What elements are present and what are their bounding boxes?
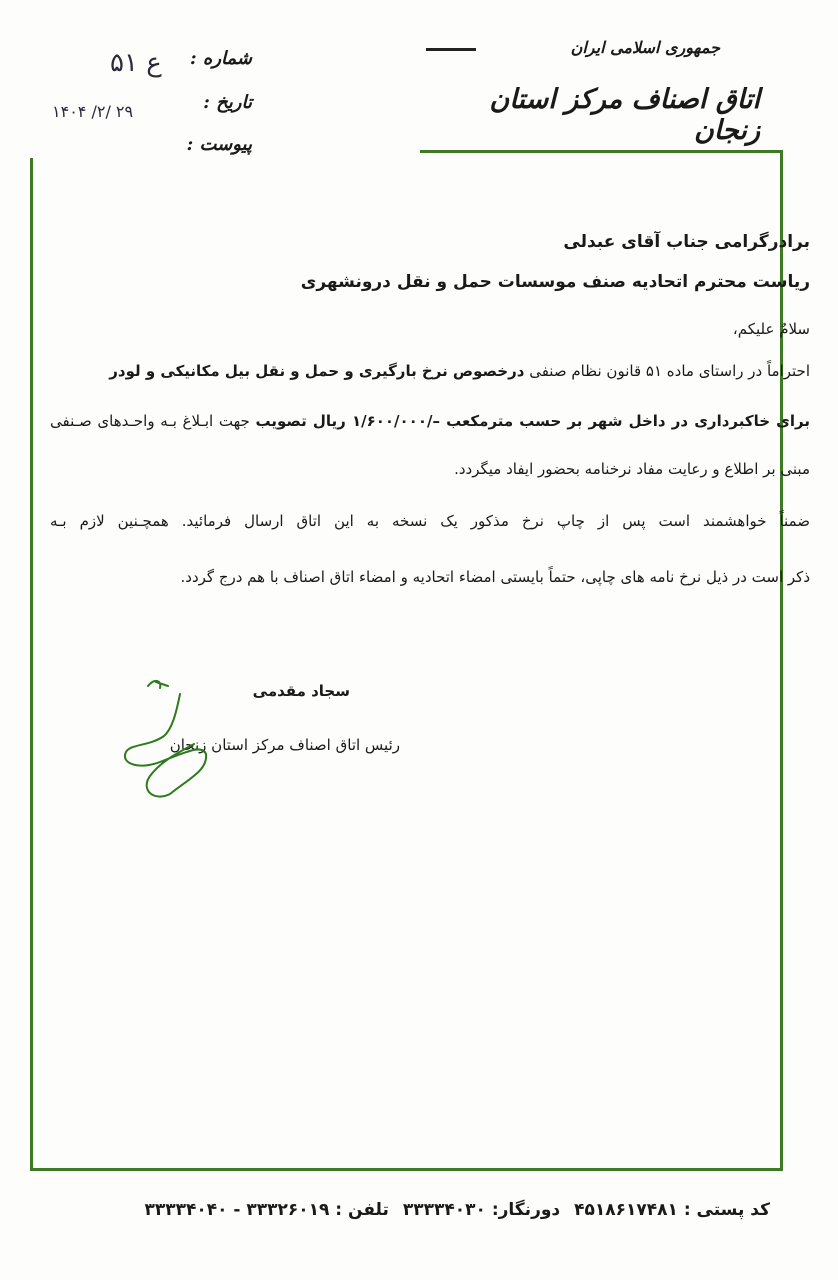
republic-title: جمهوری اسلامی ایران [570,38,720,57]
greeting: سلامٌ علیکم، [732,320,810,338]
date-label: تاریخ : [203,92,252,113]
paragraph1-line2 [50,412,810,430]
handwritten-signature [110,674,220,804]
footer-phone: تلفن : ۳۳۳۲۶۰۱۹ - ۳۳۳۳۴۰۴۰ [144,1200,389,1220]
chamber-title: اتاق اصناف مرکز استان زنجان [489,84,760,146]
paragraph2-line2: ذکر است در ذیل نرخ نامه های چاپی، حتماً بایستی امضاء اتحادیه و امضاء اتاق اصناف با هم درج گردد. [180,568,810,586]
addressee-name: برادرگرامی جناب آقای عبدلی [563,232,810,252]
frame-top-border [420,150,780,153]
paragraph1-line1 [109,362,810,380]
p1-line2-bold: برای خاکبرداری در داخل شهر بر حسب مترمکعب –/۱/۶۰۰/۰۰۰ ریال تصویب [255,412,811,430]
signatory-title: رئیس اتاق اصناف مرکز استان زنجان [169,736,400,754]
footer-fax: دورنگار: ۳۳۳۳۴۰۳۰ [402,1200,561,1220]
footer-postal: کد پستی : ۴۵۱۸۶۱۷۴۸۱ [574,1200,770,1220]
number-label: شماره : [189,48,252,69]
footer-contact [60,1200,770,1220]
signatory-name: سجاد مقدمی [252,682,350,700]
header-dash [426,48,476,51]
number-value: ۵۱ ع [110,48,162,78]
date-value: ۱۴۰۴ /۲/ ۲۹ [52,102,134,121]
paragraph1-line3: مبنی بر اطلاع و رعایت مفاد نرخنامه بحضور ایفاد میگردد. [454,460,810,478]
paragraph2-line1: ضمناً خواهشمند است پس از چاپ نرخ مذکور یک نسخه به این اتاق ارسال فرمائید. همچـنین لازم بـه [50,512,810,530]
frame-right-border [780,150,783,1170]
p1-line2-plain: جهت ابـلاغ بـه واحـدهای صـنفی [50,412,256,430]
p1-line1-plain: احتراماً در راستای ماده ۵۱ قانون نظام صنفی [524,362,810,380]
p1-line1-bold: درخصوص نرخ بارگیری و حمل و نقل بیل مکانیکی و لودر [109,362,525,380]
addressee-title: ریاست محترم اتحادیه صنف موسسات حمل و نقل درونشهری [300,272,810,292]
attachment-label: پیوست : [186,134,252,155]
frame-left-border [30,158,33,1168]
frame-bottom-border [30,1168,783,1171]
